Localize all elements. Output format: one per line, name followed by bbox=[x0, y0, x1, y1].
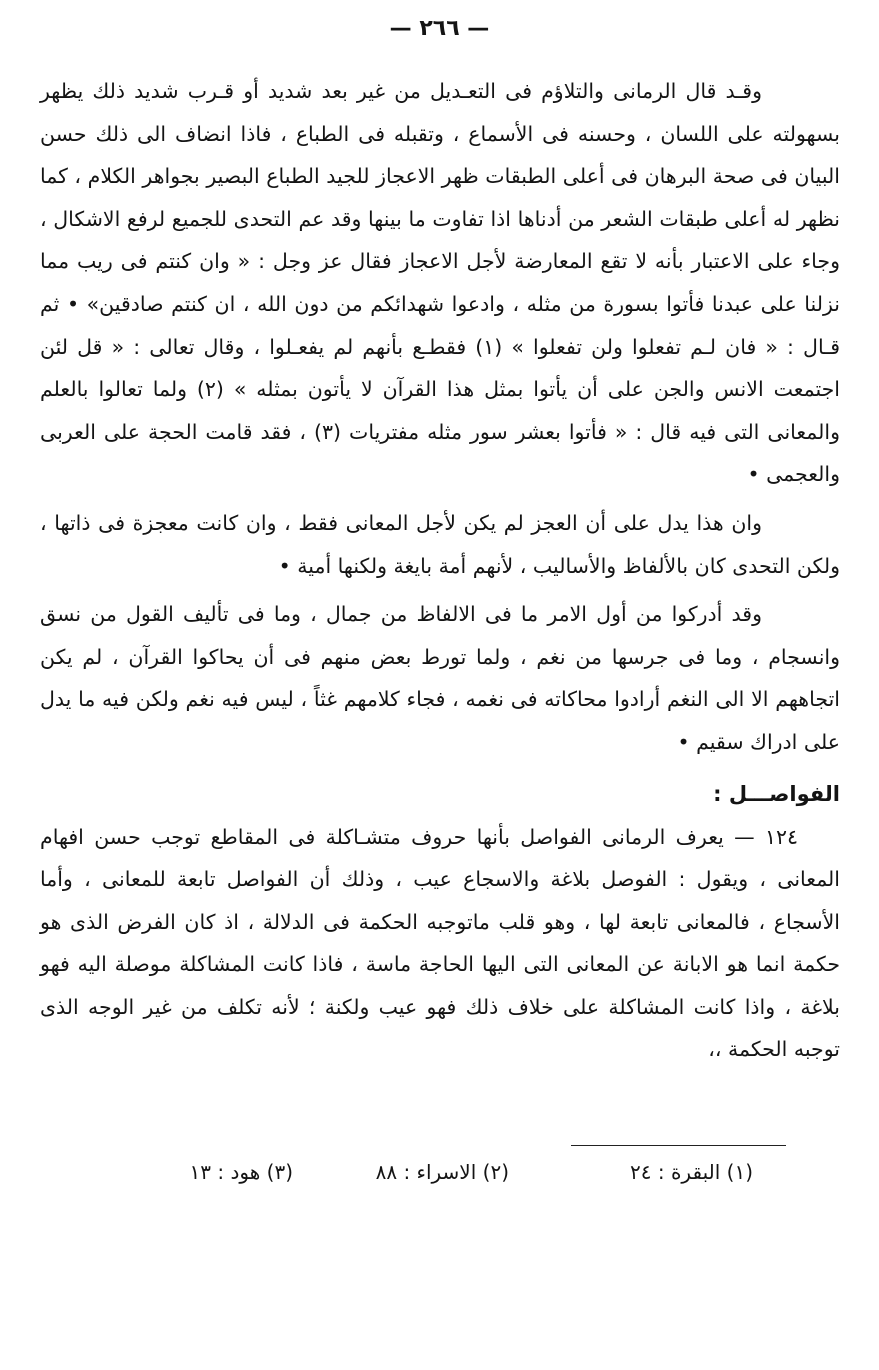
page-number: — ٢٦٦ — bbox=[389, 16, 490, 41]
footnote-separator bbox=[571, 1145, 786, 1146]
footnote-3: (٣) هود : ١٣ bbox=[189, 1160, 293, 1184]
paragraph-fawasil-124: ١٢٤ — يعرف الرمانى الفواصل بأنها حروف متشـاكلة فى المقاطع توجب حسن افهام المعانى ، ويقول : الفوصل بلاغة والاسجاع عيب ، وذلك أن الفواصل تابعة للمعانى ، وأما الأسجاع ، فالمعانى تابعة لها ، وهو قلب ماتوجبه الحكمة فى الدلالة ، اذ كان الفرض الذى هو حكمة انما هو الابانة عن المعانى التى اليها الحاجة ماسة ، فاذا كانت المشاكلة موصلة اليه فهو بلاغة ، واذا كانت المشاكلة على خلاف ذلك فهو عيب ولكنة ؛ لأنه تكلف من غير الوجه الذى توجبه الحكمة ،، bbox=[40, 824, 840, 1062]
footnotes bbox=[0, 1160, 879, 1196]
body-text bbox=[40, 70, 840, 1071]
paragraph-nagham: وقد أدركوا من أول الامر ما فى الالفاظ من جمال ، وما فى تأليف القول من نسق وانسجام ، وما فى جرسها من نغم ، ولما تورط بعض منهم فى أن يحاكوا القرآن ، لم يكن اتجاههم الا الى النغم أرادوا محاكاته فى نغمه ، فجاء كلامهم غثاً ، ليس فيه نغم ولكن فيه ما يدل على ادراك سقيم • bbox=[40, 602, 840, 754]
paragraph-rummani-talaum: وقـد قال الرمانى والتلاؤم فى التعـديل من غير بعد شديد أو قـرب شديد ذلك يظهر بسهولته على اللسان ، وحسنه فى الأسماع ، وتقبله فى الطباع ، فاذا انضاف الى ذلك حسن البيان فى صحة البرهان فى أعلى الطبقات ظهر الاعجاز للجيد الطباع البصير بجواهر الكلام ، كما نظهر له أعلى طبقات الشعر من أدناها اذا تفاوت ما بينها وقد عم التحدى للجميع لرفع الاشكال ، وجاء على الاعتبار بأنه لا تقع المعارضة لأجل الاعجاز فقال عز وجل : « وان كنتم فى ريب مما نزلنا على عبدنا فأتوا بسورة من مثله ، وادعوا شهدائكم من دون الله ، ان كنتم صادقين» • ثم قـال : « فان لـم تفعلوا ولن تفعلوا » (١) فقطـع بأنهم لم يفعـلوا ، وقال تعالى : « قل لئن اجتمعت الانس والجن على أن يأتوا بمثل هذا القرآن لا يأتون بمثله » (٢) ولما تعالوا بالعلم والمعانى التى فيه قال : « فأتوا بعشر سور مثله مفتريات (٣) ، فقد قامت الحجة على العربى والعجمى • bbox=[40, 79, 840, 487]
footnote-1: (١) البقرة : ٢٤ bbox=[630, 1160, 753, 1184]
paragraph-ijz-maani: وان هذا يدل على أن العجز لم يكن لأجل المعانى فقط ، وان كانت معجزة فى ذاتها ، ولكن التحدى كان بالألفاظ والأساليب ، لأنهم أمة بايغة ولكنها أمية • bbox=[40, 510, 840, 578]
footnote-2: (٢) الاسراء : ٨٨ bbox=[375, 1160, 509, 1184]
section-heading-fawasil: الفواصـــل : bbox=[713, 781, 840, 806]
